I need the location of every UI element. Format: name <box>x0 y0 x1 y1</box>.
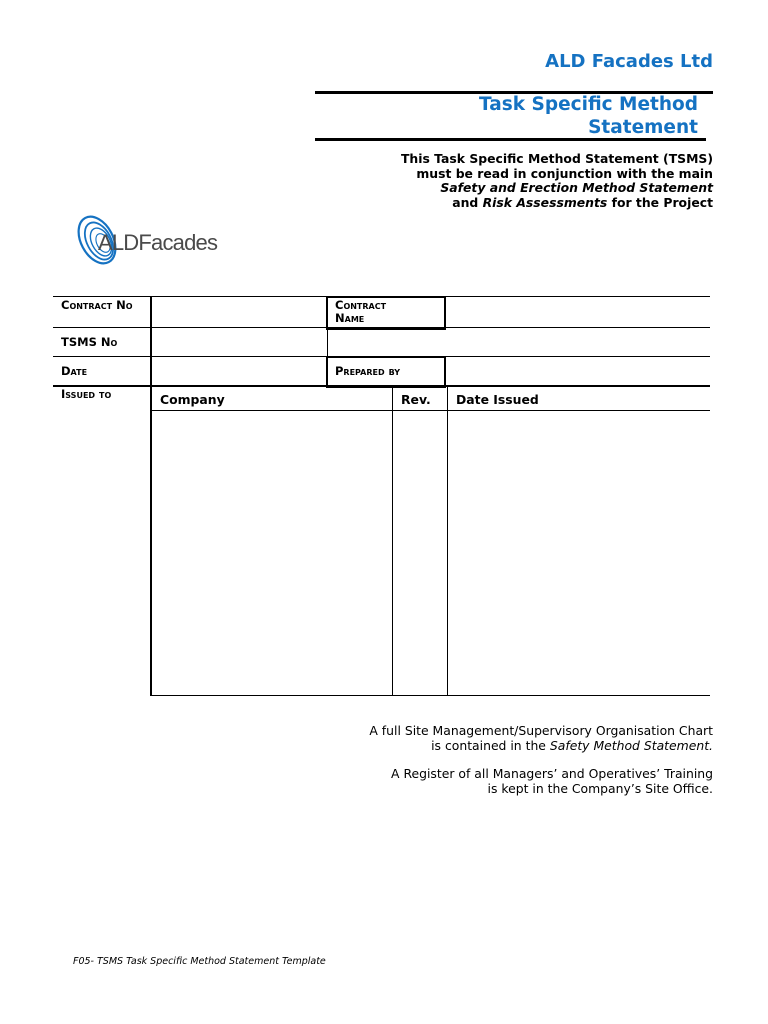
document-title <box>318 93 698 139</box>
document-title-line1: Task Specific Method <box>479 94 698 115</box>
org-chart-note-line1: A full Site Management/Supervisory Organisation Chart <box>369 723 713 738</box>
document-title-line2: Statement <box>588 117 698 138</box>
label-column-divider <box>150 296 152 696</box>
prepared-by-label: Prepared by <box>335 364 401 378</box>
date-field[interactable] <box>156 359 322 383</box>
contract-no-field[interactable] <box>156 299 322 325</box>
tsms-no-label: TSMS No <box>61 335 118 349</box>
company-logo <box>77 210 233 276</box>
company-name: ALD Facades Ltd <box>545 51 713 72</box>
contract-name-label: Contract Name <box>335 298 387 325</box>
issue-header-line <box>151 410 710 411</box>
intro-line2: must be read in conjunction with the main <box>416 165 713 181</box>
issue-col-company: Company <box>160 392 225 407</box>
intro-line1: This Task Specific Method Statement (TSMS) <box>400 151 713 166</box>
title-bottom-rule <box>315 138 706 141</box>
intro-text <box>401 152 713 210</box>
org-chart-note <box>369 724 713 753</box>
tsms-row-divider <box>327 327 328 356</box>
issue-date-cell[interactable] <box>449 412 709 694</box>
prepared-by-field[interactable] <box>448 359 708 383</box>
issued-to-label: Issued to <box>61 387 112 401</box>
training-register-note <box>391 767 713 796</box>
contract-name-field[interactable] <box>448 299 708 325</box>
logo-text: ALDFacades <box>98 230 218 255</box>
contract-no-label: Contract No <box>61 298 133 312</box>
intro-line3: Safety and Erection Method Statement <box>440 180 713 196</box>
issue-rev-cell[interactable] <box>394 412 446 694</box>
logo-swirl-icon <box>77 210 233 272</box>
tsms-no-field[interactable] <box>156 330 322 354</box>
company-rev-divider <box>392 386 393 696</box>
rev-date-divider <box>447 386 448 696</box>
issue-company-cell[interactable] <box>153 412 391 694</box>
issue-bottom-line <box>151 695 710 696</box>
issue-col-rev: Rev. <box>401 392 431 407</box>
intro-line4: and Risk Assessments for the Project <box>452 194 713 210</box>
training-note-line1: A Register of all Managers’ and Operatives’ Training <box>391 766 713 781</box>
issue-col-date: Date Issued <box>456 392 539 407</box>
document-footer: F05- TSMS Task Specific Method Statement Template <box>73 956 326 967</box>
training-note-line2: is kept in the Company’s Site Office. <box>487 780 713 796</box>
org-chart-note-line2: is contained in the Safety Method Statement. <box>431 737 713 753</box>
date-label: Date <box>61 364 88 378</box>
